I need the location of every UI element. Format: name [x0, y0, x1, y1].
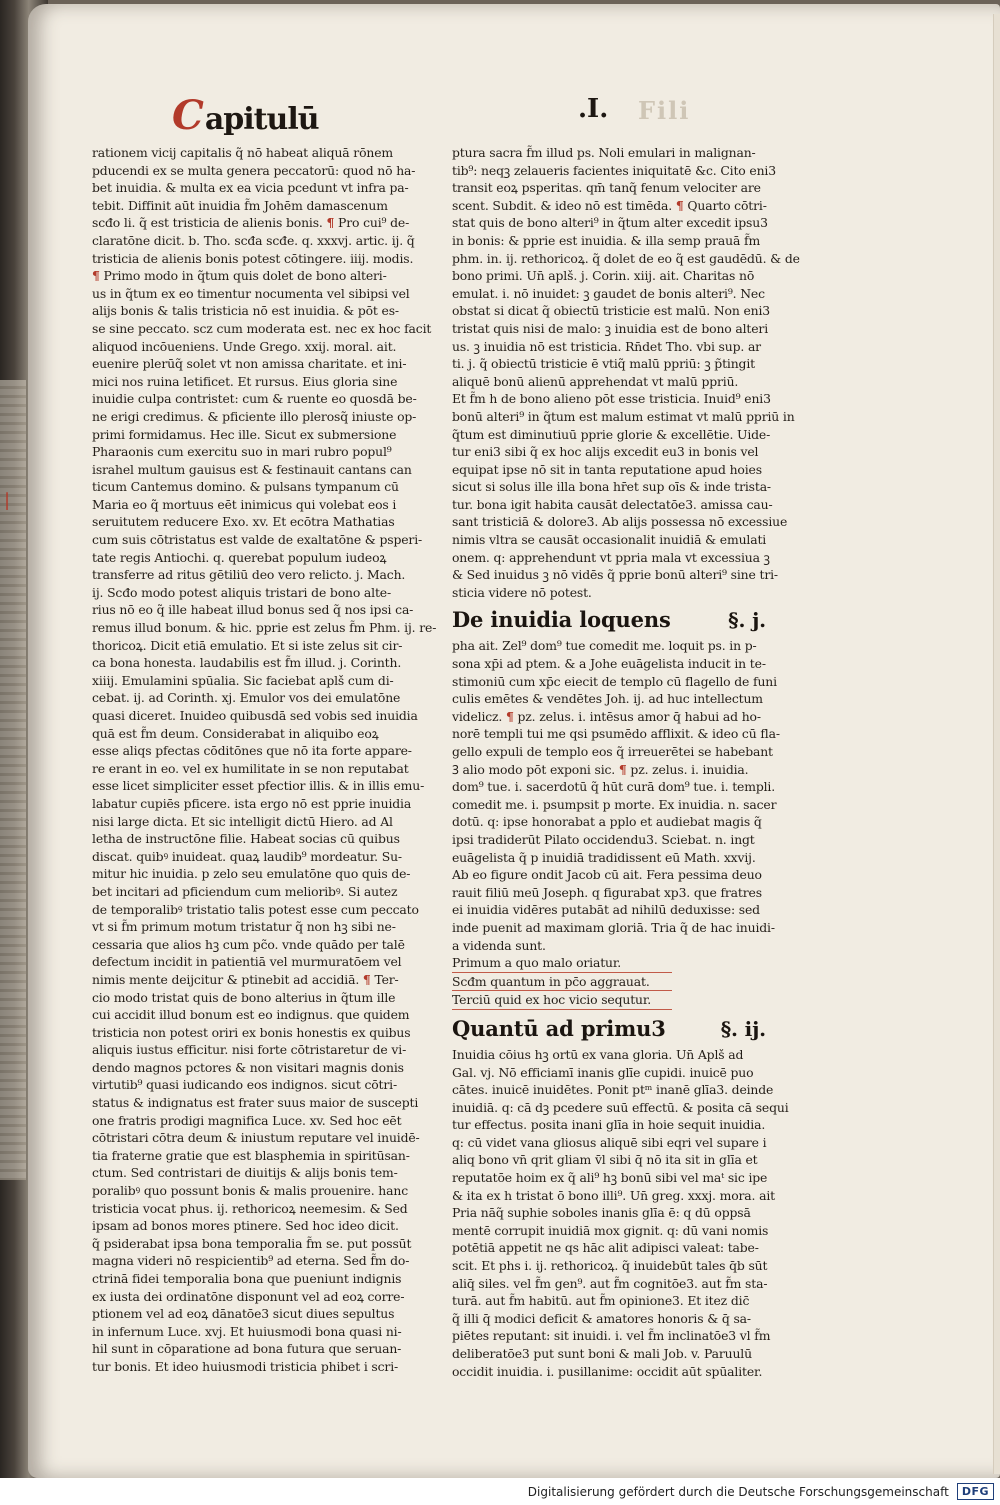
- text-line: aliquis iustus efficitur. nisi forte cōtristaretur de vi-: [92, 1042, 407, 1058]
- text-line: nisi large dicta. Et sic intelligit dictū Hiero. ad Al: [92, 813, 393, 829]
- text-line: euāgelista q̃ p inuidiā tradidissent eū Math. xxvij.: [452, 849, 756, 865]
- text-line: labatur cupiēs pficere. ista ergo nō est pprie inuidia: [92, 795, 412, 811]
- text-line: equipat ipse nō sit in tanta reputatione apud hoies: [452, 461, 762, 477]
- text-line: ¶ Primo modo in q̃tum quis dolet de bono alteri-: [92, 268, 387, 284]
- text-line: transit eoꝝ psperitas. qm̄ tanq̃ fenum velociter are: [452, 180, 761, 196]
- text-line: claratōne dicit. b. Tho. scđa scđe. q. xxxvj. artic. ij. q̃: [92, 232, 415, 248]
- text-line: one fratris prodigi magnifica Luce. xv. Sed hoc eēt: [92, 1112, 402, 1128]
- text-line: us. ꝫ inuidia nō est tristicia. Rn̄det Tho. vbi sup. ar: [452, 338, 761, 354]
- heading-rest: apitulū: [204, 102, 319, 137]
- text-line: ticum Cantemus domino. & pulsans tympanum cū: [92, 479, 399, 495]
- text-line: sona xp̄i ad ptem. & a Johe euāgelista inducit in te-: [452, 656, 766, 672]
- footer-bar: [0, 1478, 1000, 1505]
- text-line: seruitutem reducere Exo. xv. Et ecōtra Mathatias: [92, 514, 395, 530]
- text-line: tia fraterne gratie que est blasphemia in spiritūsan-: [92, 1147, 410, 1163]
- text-line: nimis mente deijcitur & ptinebit ad accidiā. ¶ Ter-: [92, 971, 399, 987]
- text-line: onem. q: apprehendunt vt ppria mala vt excessiua ꝫ: [452, 549, 770, 565]
- text-line: remus illud bonum. & hic. pprie est zelus f̃m Phm. ij. re-: [92, 620, 437, 636]
- text-line: se sine peccato. scz cum moderata est. nec ex hoc facit: [92, 320, 432, 336]
- text-line: Scđm quantum in pc̄o aggrauat.: [452, 973, 672, 992]
- text-line: ctum. Sed contristari de diuitijs & alijs bonis tem-: [92, 1165, 398, 1181]
- text-line: potētiā appetit ne qs hāc alit adipisci valeat: tabe-: [452, 1240, 759, 1256]
- text-line: Gal. vj. Nō efficiamī inanis glīe cupidi. inuicē puo: [452, 1064, 754, 1080]
- text-line: Ꝫ alio modo pōt exponi sic. ¶ pz. zelus. i. inuidia.: [452, 761, 749, 777]
- text-line: de temporalibꝰ tristatio talis potest esse cum peccato: [92, 901, 419, 917]
- pilcrow-mark: ¶: [506, 708, 514, 724]
- text-line: ctrinā fidei temporalia bona que pueniunt indignis: [92, 1271, 402, 1286]
- text-line: tate regis Antiochi. q. querebat populum iudeoꝝ: [92, 549, 387, 565]
- text-line: alijs bonis & talis tristicia nō est inuidia. & pōt es-: [92, 303, 399, 319]
- text-line: q̃ illi q̄ modici deficit & amatores honoris & q̄ sa-: [452, 1310, 751, 1326]
- text-line: hil sunt in cōparatione ad bona futura que seruan-: [92, 1341, 402, 1357]
- right-column-bottom-text: [452, 1046, 789, 1380]
- text-line: rauit filiū meū Joseph. q figurabat xp3. que fratres: [452, 884, 762, 900]
- margin-rubric-mark: |: [4, 490, 11, 511]
- text-line: israhel multum gauisus est & festinauit cantans can: [92, 461, 412, 477]
- text-line: cum suis cōtristatus est valde de exaltatōne & psperi-: [92, 532, 423, 548]
- text-line: videlicz. ¶ pz. zelus. i. intēsus amor q̄ habui ad ho-: [452, 708, 761, 724]
- text-line: bet inuidia. & multa ex ea vicia pcedunt vt infra pa-: [92, 180, 409, 196]
- text-line: aliquē bonū alienū apprehendat vt malū ppriū.: [452, 373, 739, 389]
- text-line: & ita ex h tristat ō bono illi⁹. Un̄ greg. xxxj. mora. ait: [452, 1187, 776, 1203]
- text-line: quasi diceret. Inuideo quibusdā sed vobis sed inuidia: [92, 708, 418, 723]
- text-line: transferre ad ritus gētiliū deo vero relicto. j. Mach.: [92, 567, 406, 583]
- text-line: cessaria que alios hꝫ cum pc̃o. vnde quādo per talē: [92, 936, 405, 952]
- text-line: aliq bono vn̄ qrit gliam v̄l sibi q̄ nō ita sit in glīa et: [452, 1152, 758, 1168]
- text-line: tur bonis. Et ideo huiusmodi tristicia phibet i scri-: [92, 1358, 399, 1374]
- text-line: esse aliqs pfectas cōditōnes que nō ita forte appare-: [92, 743, 412, 759]
- text-line: tebit. Diffinit aūt inuidia f̃m Johēm damascenum: [92, 197, 388, 213]
- text-line: reputatōe hoim ex q̃ ali⁹ hꝫ bonū sibi vel maᵗ sic ipe: [452, 1170, 768, 1186]
- text-line: aliq̄ siles. vel f̃m gen⁹. aut f̃m cognitōe3. aut f̃m sta-: [452, 1275, 768, 1291]
- text-line: cui accidit illud bonum est eo indignus. que quidem: [92, 1007, 410, 1023]
- text-line: rationem vicij capitalis q̃ nō habeat aliquā rōnem: [92, 145, 394, 160]
- text-line: inuidie culpa contristet: cum & ruente eo quosdā be-: [92, 391, 417, 407]
- text-line: primi formidamus. Hec ille. Sicut ex submersione: [92, 426, 397, 442]
- text-line: ipsi tradiderūt Pilato occidendu3. Sciebat. n. ingt: [452, 831, 755, 847]
- text-line: vt si f̃m primum motum tristatur q̃ non hꝫ sibi ne-: [92, 919, 396, 935]
- text-line: xiiij. Emulamini spūalia. Sic faciebat aplš cum di-: [92, 672, 394, 688]
- text-line: thoricoꝝ. Dicit etiā emulatio. Et si iste zelus sit cir-: [92, 637, 403, 653]
- text-line: stimoniū cum xp̄c eiecit de templo cū flagello de funi: [452, 673, 777, 689]
- text-line: bonū alteri⁹ in q̃tum est malum estimat vt malū ppriū in: [452, 408, 795, 424]
- text-line: cebat. ij. ad Corinth. xj. Emulor vos dei emulatōne: [92, 690, 401, 706]
- text-line: scent. Subdit. & ideo nō est timēda. ¶ Quarto cōtri-: [452, 197, 767, 213]
- text-line: in infernum Luce. xvj. Et huiusmodi bona quasi ni-: [92, 1323, 402, 1339]
- text-line: culis emētes & vendētes Joh. ij. ad huc intellectum: [452, 691, 763, 707]
- text-line: dom⁹ tue. i. sacerdotū q̃ hūt curā dom⁹ tue. i. templi.: [452, 779, 776, 795]
- text-line: Primum a quo malo oriatur.: [452, 954, 672, 973]
- text-line: phm. in. ij. rethoricoꝝ. q̃ dolet de eo q̃ est gaudēdū. & de: [452, 250, 800, 266]
- text-line: gello expuli de templo eos q̃ irreuerētei se habebant: [452, 744, 773, 759]
- text-line: tur. bona igit habita causāt delectatōe3. amissa cau-: [452, 496, 773, 512]
- text-line: ipsam ad bonos mores ptinere. Sed hoc ideo dicit.: [92, 1218, 399, 1234]
- text-line: letha de instructōne filie. Habeat socias cū quibus: [92, 831, 400, 847]
- text-line: inde puenit ad maximam gloriā. Tria q̃ de hac inuidi-: [452, 919, 775, 935]
- text-line: ne erigi credimus. & pficiente illo plerosq̃ iniuste op-: [92, 408, 417, 424]
- text-line: a videnda sunt.: [452, 937, 546, 953]
- text-line: scit. Et phs i. ij. rethoricoꝝ. q̃ inuidebūt tales q̄b sūt: [452, 1258, 768, 1274]
- text-line: ij. Scđo modo potest aliquis tristari de bono alte-: [92, 584, 392, 600]
- section-number-2: §. ij.: [720, 1016, 766, 1041]
- text-line: tristicia vocat phus. ij. rethoricoꝝ neemesim. & Sed: [92, 1200, 408, 1216]
- text-line: dendo magnos pctores & non visitari magnis donis: [92, 1059, 404, 1075]
- text-line: cio modo tristat quis de bono alterius in q̃tum ille: [92, 989, 396, 1005]
- right-text-column: [452, 144, 800, 1379]
- right-column-top-text: [452, 144, 800, 601]
- text-line: piētes reputant: sit inuidi. i. vel f̃m inclinatōe3 vl f̃m: [452, 1328, 771, 1344]
- text-line: Et f̃m h de bono alieno pōt esse tristicia. Inuid⁹ eni3: [452, 391, 771, 407]
- text-line: esse licet simpliciter esset pfectior illis. & in illis emu-: [92, 778, 425, 794]
- show-through-text: Fili: [638, 96, 691, 125]
- text-line: virtutib⁹ quasi iudicando eos indignos. sicut cōtri-: [92, 1077, 398, 1093]
- pilcrow-mark: ¶: [362, 971, 371, 987]
- text-line: ca bona honesta. laudabilis est f̃m illud. j. Corinth.: [92, 655, 402, 671]
- text-line: Maria eo q̃ mortuus eēt inimicus qui volebat eos i: [92, 496, 397, 512]
- text-line: quā est f̃m deum. Considerabat in aliquibo eoꝝ: [92, 725, 379, 741]
- text-line: pha ait. Zel⁹ dom⁹ tue comedit me. loquit ps. in p-: [452, 638, 757, 654]
- text-line: us in q̃tum ex eo timentur nocumenta vel sibipsi vel: [92, 285, 410, 301]
- text-line: obstat si dicat q̃ obiectū tristicie est malū. Non eni3: [452, 303, 771, 319]
- text-line: mitur hic inuidia. p zelo seu emulatōne quo quis de-: [92, 866, 411, 882]
- text-line: emulat. i. nō inuidet: ꝫ gaudet de bonis alteri⁹. Nec: [452, 285, 765, 301]
- text-line: tristicia non potest oriri ex bonis honestis ex quibus: [92, 1024, 411, 1040]
- heading-initial: C: [172, 92, 203, 139]
- topic-list: [452, 954, 766, 1010]
- section-title-2: Quantū ad primu3: [452, 1015, 666, 1041]
- text-line: Terciū quid ex hoc vicio sequtur.: [452, 991, 672, 1010]
- section-heading-2: [452, 1014, 766, 1044]
- text-line: turā. aut f̃m habitū. aut f̃m opinione3. Et itez dic̄: [452, 1293, 750, 1309]
- text-line: re erant in eo. vel ex humilitate in se non reputabat: [92, 760, 409, 776]
- text-line: rius nō eo q̃ ille habeat illud bonus sed q̃ nos ipsi ca-: [92, 602, 414, 618]
- text-line: aliquod incōueniens. Unde Grego. xxij. moral. ait.: [92, 338, 397, 354]
- text-line: discat. quibꝰ inuideat. quaꝝ laudib⁹ mordeatur. Su-: [92, 848, 402, 864]
- text-line: magna videri nō respicientib⁹ ad eterna. Sed f̃m do-: [92, 1253, 410, 1269]
- section-number-1: §. j.: [728, 608, 766, 633]
- text-line: deliberatōe3 put sunt boni & mali Job. v. Paruulū: [452, 1346, 752, 1361]
- folio-number: .I.: [578, 94, 609, 124]
- text-line: scđo li. q̃ est tristicia de alienis bonis. ¶ Pro cui⁹ de-: [92, 215, 410, 231]
- dfg-logo: DFG: [957, 1483, 994, 1500]
- text-line: dotū. q: ipse honorabat a pplo et audiebat magis q̃: [452, 814, 762, 830]
- left-text-column: [92, 144, 437, 1374]
- text-line: sant tristiciā & dolore3. Ab alijs possessa nō excessiue: [452, 514, 788, 530]
- text-line: mentē corrupit inuidiā mox gignit. q: dū vani nomis: [452, 1222, 769, 1238]
- footer-credit-text: Digitalisierung gefördert durch die Deutsche Forschungsgemeinschaft: [527, 1484, 949, 1499]
- text-line: Pharaonis cum exercitu suo in mari rubro popul⁹: [92, 444, 392, 460]
- text-line: ex iusta dei ordinatōne disponunt vel ad eoꝝ corre-: [92, 1288, 405, 1304]
- text-line: Pria nāq̃ suphie soboles inanis glīa ē: q dū oppsā: [452, 1205, 751, 1221]
- text-line: ei inuidia vidēres putabāt ad nihilū deduxisse: sed: [452, 902, 760, 918]
- text-line: nimis vltra se causāt occasionalit inuidiā & emulati: [452, 532, 767, 548]
- text-line: bono primi. Un̄ aplš. j. Corin. xiij. ait. Charitas nō: [452, 268, 755, 284]
- text-line: ti. j. q̃ obiectū tristicie ē vtiq̃ malū ppriū: ꝫ p̃tingit: [452, 356, 755, 372]
- text-line: & Sed inuidus ꝫ nō vidēs q̃ pprie bonū alteri⁹ sine tri-: [452, 567, 778, 583]
- text-line: cōtristari cōtra deum & iniustum reputare vel inuidē-: [92, 1130, 420, 1146]
- text-line: defectum incidit in patientiā vel murmuratōem vel: [92, 954, 402, 970]
- text-line: poralibꝰ quo possunt bonis & malis prouenire. hanc: [92, 1183, 408, 1199]
- text-line: q̃tum est diminutiuū pprie glorie & excellētie. Uide-: [452, 426, 771, 442]
- page-edge: [993, 14, 1000, 1474]
- text-line: tur eni3 sibi q̃ ex hoc alijs excedit eu3 in bonis vel: [452, 444, 759, 460]
- text-line: norē templi tui me qsi psumēdo afflixit. & ideo cū fla-: [452, 726, 780, 742]
- text-line: tib⁹: neqꝫ zelaueris facientes iniquitatē &c. Cito eni3: [452, 162, 776, 178]
- text-line: tristat quis nisi de malo: ꝫ inuidia est de bono alteri: [452, 320, 769, 336]
- text-line: cātes. inuicē inuidētes. Ponit ptᵐ inanē glīa3. deinde: [452, 1082, 774, 1098]
- text-line: bet incitari ad pficiendum cum melioribꝰ. Si autez: [92, 883, 398, 899]
- text-line: pducendi ex se multa genera peccatorū: quod nō ha-: [92, 162, 416, 178]
- text-line: euenire plerūq̃ solet vt non amissa charitate. et ini-: [92, 356, 407, 372]
- text-line: in bonis: & pprie est inuidia. & illa semp prauā f̃m: [452, 232, 761, 248]
- text-line: ptura sacra f̃m illud ps. Noli emulari in malignan-: [452, 145, 756, 160]
- text-line: occidit inuidia. i. pusillanime: occidit aūt spūaliter.: [452, 1363, 763, 1379]
- right-column-mid-text: [452, 637, 780, 954]
- section-heading-1: [452, 605, 766, 635]
- text-line: tur effectus. posita inani glīa in hoie sequit inuidia.: [452, 1117, 766, 1133]
- text-line: ptionem vel ad eoꝝ dānatōe3 sicut diues sepultus: [92, 1306, 395, 1322]
- pilcrow-mark: ¶: [92, 268, 100, 284]
- section-title-1: De inuidia loquens: [452, 607, 671, 633]
- text-line: status & indignatus est frater suus maior de suscepti: [92, 1095, 419, 1111]
- text-line: tristicia de alienis bonis potest cōtingere. iiij. modis.: [92, 250, 414, 266]
- pilcrow-mark: ¶: [675, 197, 684, 213]
- text-line: sicut si solus ille illa bona hr̄et sup oīs & inde trista-: [452, 479, 771, 495]
- text-line: stat quis de bono alteri⁹ in q̃tum alter excedit ipsu3: [452, 215, 768, 231]
- text-line: comedit me. i. psumpsit p morte. Ex inuidia. n. sacer: [452, 796, 777, 812]
- pilcrow-mark: ¶: [326, 215, 335, 231]
- text-line: q: cū videt vana gliosus aliquē sibi eqri vel supare i: [452, 1134, 767, 1150]
- pilcrow-mark: ¶: [618, 761, 627, 777]
- text-line: sticia videre nō potest.: [452, 584, 592, 600]
- text-line: q̃ psiderabat ipsa bona temporalia f̃m se. put possūt: [92, 1235, 412, 1251]
- text-line: inuidiā. q: cā dꝫ pcedere suū effectū. & posita cā sequi: [452, 1099, 789, 1115]
- text-line: Inuidia cōius hꝫ ortū ex vana gloria. Un̄ Aplš ad: [452, 1046, 744, 1062]
- text-line: Ab eo figure ondit Jacob cū ait. Fera pessima deuo: [452, 867, 762, 883]
- chapter-heading: [172, 92, 319, 139]
- text-line: mici nos ruina letificet. Et rursus. Eius gloria sine: [92, 373, 398, 389]
